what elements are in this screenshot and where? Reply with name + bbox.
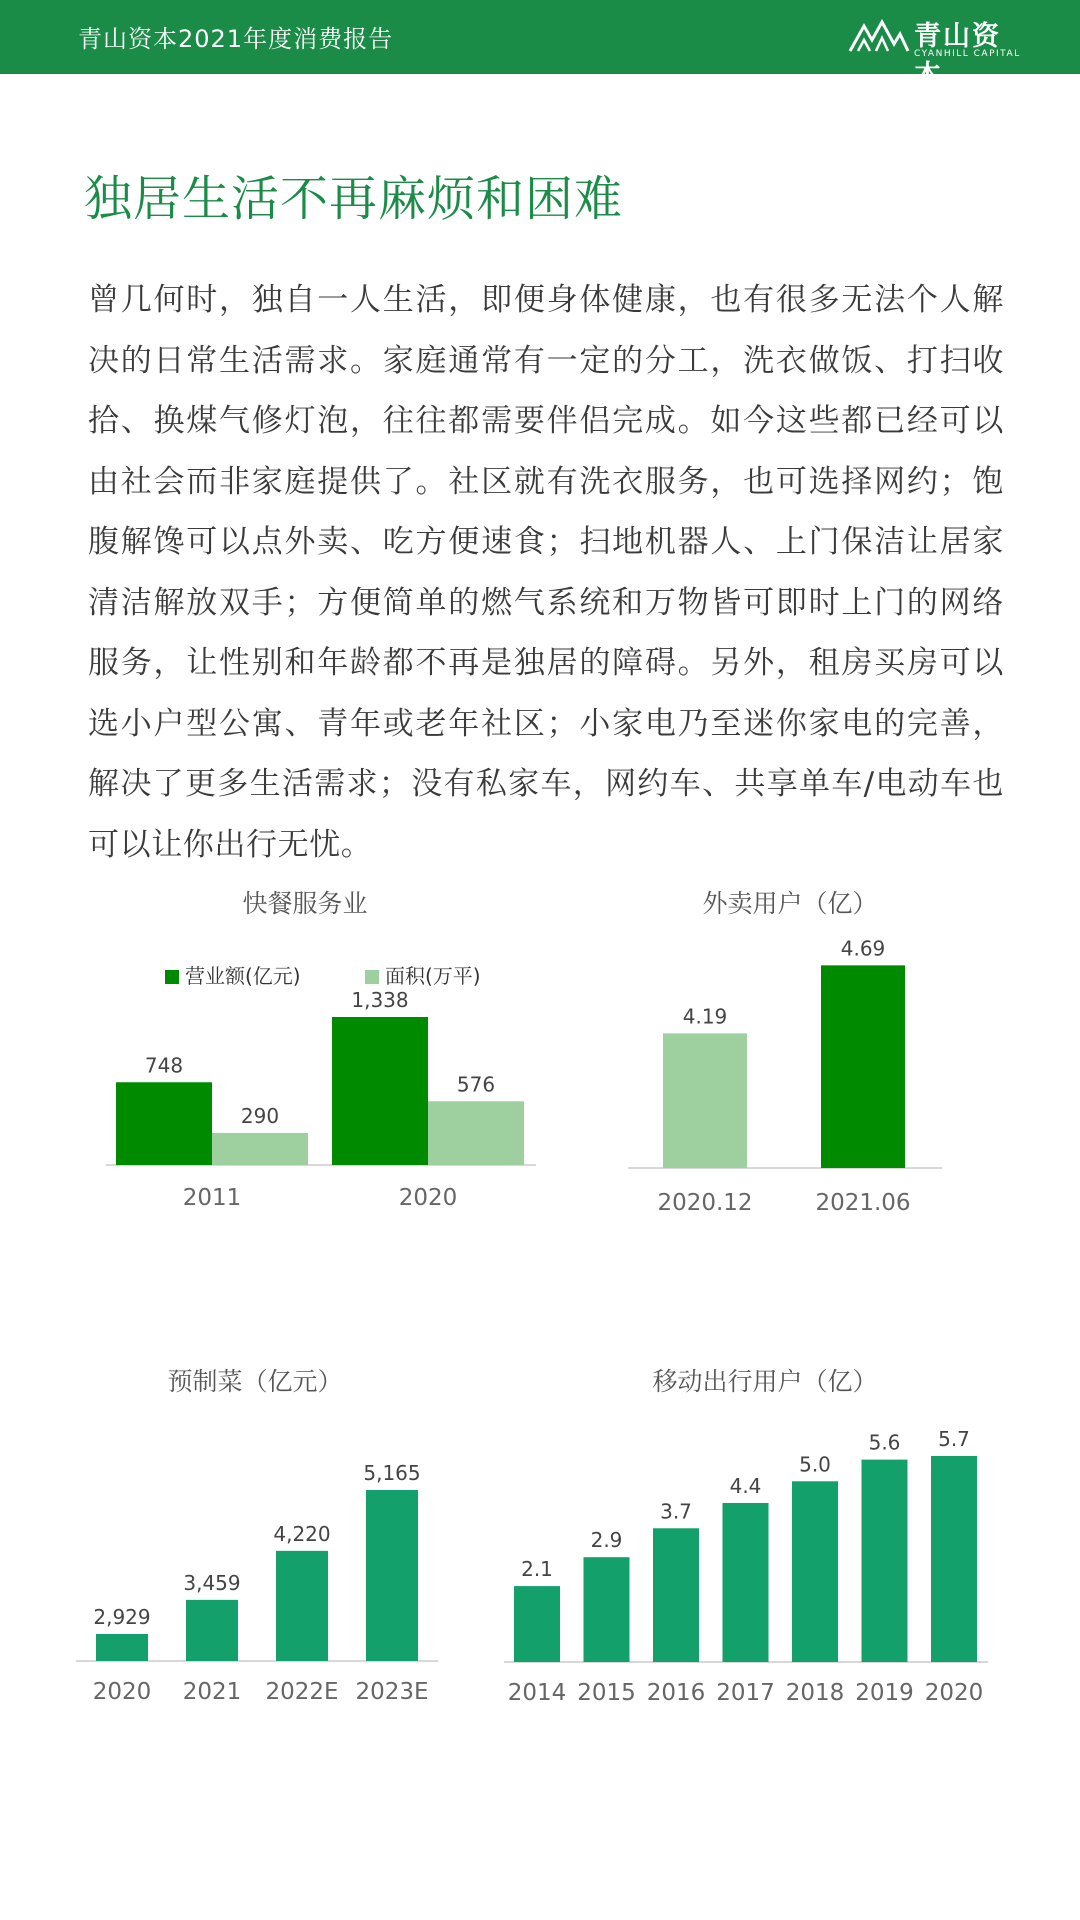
chart-title: 预制菜（亿元） [167,1367,343,1396]
x-tick-label: 2021.06 [815,1190,911,1216]
data-label: 748 [144,1053,184,1078]
x-tick-label: 2020 [924,1680,984,1706]
fast-food-chart [90,870,550,1230]
bar [212,1133,308,1165]
x-tick-label: 2020.12 [657,1190,753,1216]
data-label: 3,459 [183,1570,241,1595]
bar [276,1551,328,1661]
data-label: 3.7 [660,1499,692,1524]
x-tick-label: 2020 [398,1185,458,1211]
data-label: 5.0 [799,1452,831,1477]
legend-label: 营业额(亿元) [185,964,301,988]
chart-title: 外卖用户（亿） [702,889,878,918]
data-label: 4.69 [840,936,886,961]
bar [931,1456,977,1662]
body-paragraph: 曾几何时，独自一人生活，即便身体健康，也有很多无法个人解决的日常生活需求。家庭通常有一定的分工，洗衣做饭、打扫收拾、换煤气修灯泡，往往都需要伴侣完成。如今这些都已经可以由社会而非家庭提供了。社区就有洗衣服务，也可选择网约；饱腹解馋可以点外卖、吃方便速食；扫地机器人、上门保洁让居家清洁解放双手；方便简单的燃气系统和万物皆可即时上门的网络服务，让性别和年龄都不再是独居的障碍。另外，租房买房可以选小户型公寓、青年或老年社区；小家电乃至迷你家电的完善，解决了更多生活需求；没有私家车，网约车、共享单车/电动车也可以让你出行无忧。 [88,282,1004,863]
bar [332,1017,428,1165]
chart-title: 移动出行用户（亿） [652,1367,878,1396]
data-label: 5,165 [363,1461,421,1485]
mobile-travel-users-chart [490,1350,1010,1710]
x-tick-label: 2021 [182,1679,242,1705]
x-tick-label: 2018 [785,1680,845,1706]
section-title: 独居生活不再麻烦和困难 [84,171,624,227]
x-tick-label: 2011 [182,1185,242,1211]
logo-english-name: CYANHILL CAPITAL [914,49,1021,59]
report-header [0,0,1080,91]
data-label: 2.9 [590,1528,623,1553]
x-tick-label: 2016 [646,1680,706,1706]
data-label: 5.7 [938,1427,970,1451]
bar [723,1503,769,1662]
data-label: 4.19 [682,1004,728,1029]
data-label: 576 [456,1072,496,1097]
logo-chinese-name: 青山资本 [914,21,1001,91]
legend-label: 面积(万平) [385,964,481,988]
bar [584,1557,630,1662]
data-label: 5.6 [868,1430,901,1455]
x-tick-label: 2017 [716,1680,775,1706]
prepared-food-chart [60,1350,460,1710]
mountain-logo-icon [848,18,910,52]
takeout-users-chart [610,870,970,1230]
data-label: 2.1 [521,1557,553,1582]
cyanhill-logo [848,12,1028,91]
x-tick-label: 2023E [355,1679,429,1705]
bar [514,1586,560,1662]
data-label: 290 [240,1103,280,1128]
bar [821,965,905,1168]
data-label: 4,220 [273,1521,331,1546]
bar [862,1460,908,1662]
bar [663,1033,747,1168]
x-tick-label: 2019 [855,1680,914,1706]
bar [792,1481,838,1662]
bar [428,1101,524,1165]
bar [653,1528,699,1662]
data-label: 4.4 [729,1473,762,1498]
data-label: 1,338 [351,988,409,1012]
data-label: 2,929 [93,1605,151,1629]
legend-swatch [365,970,379,984]
report-title: 青山资本2021年度消费报告 [78,25,394,53]
bar [186,1600,238,1661]
legend-swatch [165,970,179,984]
x-tick-label: 2015 [577,1680,636,1706]
x-tick-label: 2020 [92,1679,152,1705]
bar [116,1082,212,1165]
bar [366,1490,418,1661]
chart-title: 快餐服务业 [242,889,368,918]
x-tick-label: 2014 [507,1680,567,1706]
bar [96,1634,148,1661]
x-tick-label: 2022E [265,1679,339,1705]
